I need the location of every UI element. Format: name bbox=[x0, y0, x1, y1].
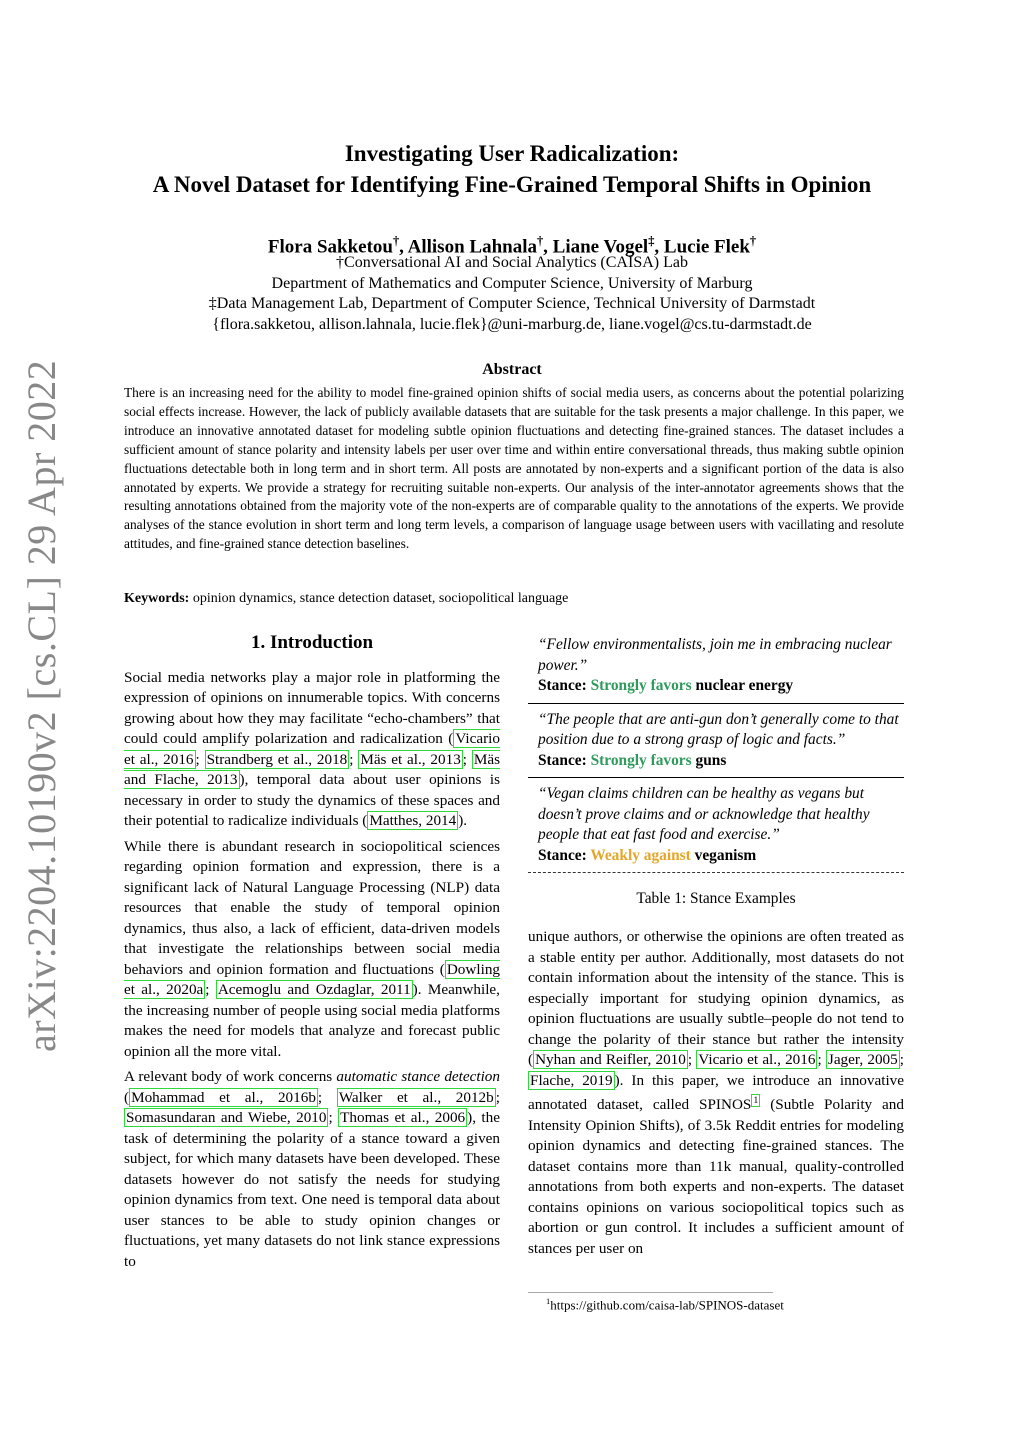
author-list: Flora Sakketou†, Allison Lahnala†, Liane Vogel‡, Lucie Flek† bbox=[267, 234, 757, 258]
footnote-link[interactable]: 1 bbox=[753, 1095, 759, 1106]
citation-link[interactable]: Vicario et al., 2016 bbox=[698, 1051, 816, 1068]
citation-link[interactable]: Acemoglu and Ozdaglar, 2011 bbox=[217, 981, 411, 998]
stance-target: nuclear energy bbox=[695, 677, 794, 694]
example-quote: “Vegan claims children can be healthy as vegans but doesn’t prove claims and or acknowledge that healthy people that eat fast food and exercise.” bbox=[538, 785, 870, 843]
footnote: $^1$https://github.com/caisa-lab/SPINOS-dataset bbox=[546, 1296, 784, 1313]
author-name: Lucie Flek bbox=[663, 236, 750, 258]
citation-link[interactable]: Mäs and Flache, 2013 bbox=[124, 750, 500, 788]
section-heading: 1. Introduction bbox=[250, 632, 374, 653]
example-quote: “Fellow environmentalists, join me in embracing nuclear power.” bbox=[538, 636, 892, 674]
citation-link[interactable]: Jager, 2005 bbox=[827, 1051, 898, 1068]
affiliation-line: †Conversational AI and Social Analytics (CAISA) Lab bbox=[336, 254, 688, 271]
citation-link[interactable]: Mohammad et al., 2016b bbox=[131, 1088, 316, 1106]
citation-link[interactable]: Strandberg et al., 2018 bbox=[206, 750, 348, 768]
citation-link[interactable]: Nyhan and Reifler, 2010 bbox=[535, 1051, 686, 1068]
affiliation-line: Department of Mathematics and Computer Science, University of Marburg bbox=[271, 274, 753, 292]
author-mark: † bbox=[536, 234, 544, 248]
citation-link[interactable]: Somasundaran and Wiebe, 2010 bbox=[126, 1109, 327, 1126]
keywords-label: Keywords: bbox=[124, 591, 190, 606]
author-emails: {flora.sakketou, allison.lahnala, lucie.flek}@uni-marburg.de, liane.vogel@cs.tu-darmstadt.de bbox=[212, 315, 812, 333]
author-mark: † bbox=[749, 234, 757, 248]
footnote-rule bbox=[528, 1292, 773, 1293]
right-column-text: unique authors, or otherwise the opinions are often treated as a stable entity per author. Additionally, most datasets do not contain information about the intensity of the stance. This is especially important for studying opinion dynamics, as opinion fluctuations are usually subtle–people do not tend to change the polarity of their stance but rather the intensity ( Nyhan and Reifler, 2010 ; Vicario et al., 2016 ; Jager, 2005 ; Flache, 2019 ). In this paper, we introduce an innovative annotated dataset, called SPINOS $^1$ (Subtle Polarity and Intensity Opinion Shifts), of 3.5k Reddit entries for modeling opinion dynamics and detecting fine-grained stances. The dataset contains more than 11k manual, quality-controlled annotations from both experts and non-experts. The dataset contains opinions on various sociopolitical topics such as abortion or gun control. It includes a sufficient amount of stances per user on bbox=[528, 928, 904, 1257]
keywords-list: opinion dynamics, stance detection dataset, sociopolitical language bbox=[192, 591, 569, 606]
stance-table bbox=[528, 635, 904, 910]
stance-target: veganism bbox=[694, 846, 757, 864]
intro-paragraph-1: Social media networks play a major role in platforming the expression of opinions on innumerable topics. With concerns growing about how they may facilitate “echo-chambers” that could could amplify polarization and radicalization ( Vicario et al., 2016 ; Strandberg et al., 2018 ; Mäs et al., 2013 ; Mäs and Flache, 2013 ), temporal data about user opinions is necessary in order to study the dynamics of these spaces and their potential to radicalize individuals ( Matthes, 2014 ). bbox=[124, 668, 500, 829]
stance-value: Strongly favors bbox=[590, 751, 692, 769]
left-column bbox=[124, 633, 500, 1277]
stance-target: guns bbox=[695, 751, 727, 769]
stance-example: “Fellow environmentalists, join me in embracing nuclear power.” Stance: Strongly favors nuclear energy bbox=[528, 635, 904, 701]
footnote-url[interactable]: https://github.com/caisa-lab/SPINOS-dataset bbox=[550, 1297, 784, 1313]
citation-link[interactable]: Walker et al., 2012b bbox=[338, 1088, 494, 1106]
abstract-text: There is an increasing need for the ability to model fine-grained opinion shifts of social media users, as concerns about the potential polarizing social effects increase. However, the lack of publicly available datasets that are suitable for the task presents a major challenge. In this paper, we introduce an innovative annotated dataset for modeling subtle opinion fluctuations and detecting fine-grained stances. The dataset includes a sufficient amount of stance polarity and intensity labels per user over time and within entire conversational threads, thus making subtle opinion fluctuations detectable both in long term and in short term. All posts are annotated by non-experts and a significant portion of the data is also annotated by experts. We provide a strategy for recruiting suitable non-experts. Our analysis of the inter-annotator agreements shows that the resulting annotations obtained from the majority vote of the non-experts are of comparable quality to the annotations of the experts. We provide analyses of the stance evolution in short term and long term levels, a comparison of language usage between users with vacillating and resolute attitudes, and fine-grained stance detection baselines. bbox=[124, 385, 904, 552]
abstract-heading: Abstract bbox=[482, 361, 542, 378]
citation-link[interactable]: Dowling et al., 2020a bbox=[124, 960, 500, 998]
table-bottom-rule bbox=[528, 872, 904, 873]
title-line-1: Investigating User Radicalization: bbox=[344, 141, 680, 166]
citation-link[interactable]: Vicario et al., 2016 bbox=[124, 730, 500, 768]
affiliations bbox=[100, 253, 924, 335]
arxiv-identifier: arXiv:2204.10190v2 [cs.CL] 29 Apr 2022 bbox=[19, 359, 64, 1052]
author-name: Flora Sakketou bbox=[267, 236, 393, 258]
stance-value: Strongly favors bbox=[590, 677, 692, 694]
stance-value: Weakly against bbox=[590, 846, 691, 864]
intro-paragraph-3: A relevant body of work concerns automatic stance detection ( Mohammad et al., 2016b ; Walker et al., 2012b ; Somasundaran and Wiebe, 2010 ; Thomas et al., 2006 ), the task of determining the polarity of a stance toward a given subject, for which many datasets have been developed. These datasets however do not satisfy the needs for studying opinion dynamics from text. One need is temporal data about user stances to be able to study opinion changes or fluctuations, yet many datasets do not link stance expressions to bbox=[124, 1068, 500, 1270]
table-caption: Table 1: Stance Examples bbox=[636, 890, 796, 907]
table-divider bbox=[528, 703, 904, 704]
stance-example: “The people that are anti-gun don’t generally come to that position due to a strong grasp of logic and facts.” Stance: Strongly favors guns bbox=[528, 710, 904, 776]
keywords bbox=[124, 591, 904, 607]
author-name: Allison Lahnala bbox=[407, 236, 537, 258]
author-name: Liane Vogel bbox=[552, 236, 649, 258]
citation-link[interactable]: Thomas et al., 2006 bbox=[340, 1109, 466, 1126]
author-mark: ‡ bbox=[648, 234, 655, 248]
citation-link[interactable]: Flache, 2019 bbox=[530, 1071, 613, 1089]
citation-link[interactable]: Matthes, 2014 bbox=[369, 812, 457, 829]
example-quote: “The people that are anti-gun don’t generally come to that position due to a strong grasp of logic and facts.” bbox=[538, 710, 899, 748]
title-line-2: A Novel Dataset for Identifying Fine-Grained Temporal Shifts in Opinion bbox=[152, 172, 872, 197]
intro-paragraph-2: While there is abundant research in sociopolitical sciences regarding opinion formation and expression, there is a significant lack of Natural Language Processing (NLP) data resources that enable the study of temporal opinion dynamics, thus also, a lack of efficient, data-driven models that investigate the relationships between social media behaviors and opinion formation and fluctuations ( Dowling et al., 2020a ; Acemoglu and Ozdaglar, 2011 ). Meanwhile, the increasing number of people using social media platforms makes the need for models that analyze and forecast public opinion all the more vital. bbox=[124, 837, 500, 1060]
table-divider bbox=[528, 777, 904, 778]
citation-link[interactable]: Mäs et al., 2013 bbox=[360, 750, 461, 768]
stance-example: “Vegan claims children can be healthy as vegans but doesn’t prove claims and or acknowledge that healthy people that eat fast food and exercise.” Stance: Weakly against veganism bbox=[528, 784, 904, 870]
paper-title bbox=[100, 138, 924, 200]
author-mark: † bbox=[393, 234, 400, 248]
affiliation-line: ‡Data Management Lab, Department of Computer Science, Technical University of Darmstadt bbox=[208, 295, 816, 312]
